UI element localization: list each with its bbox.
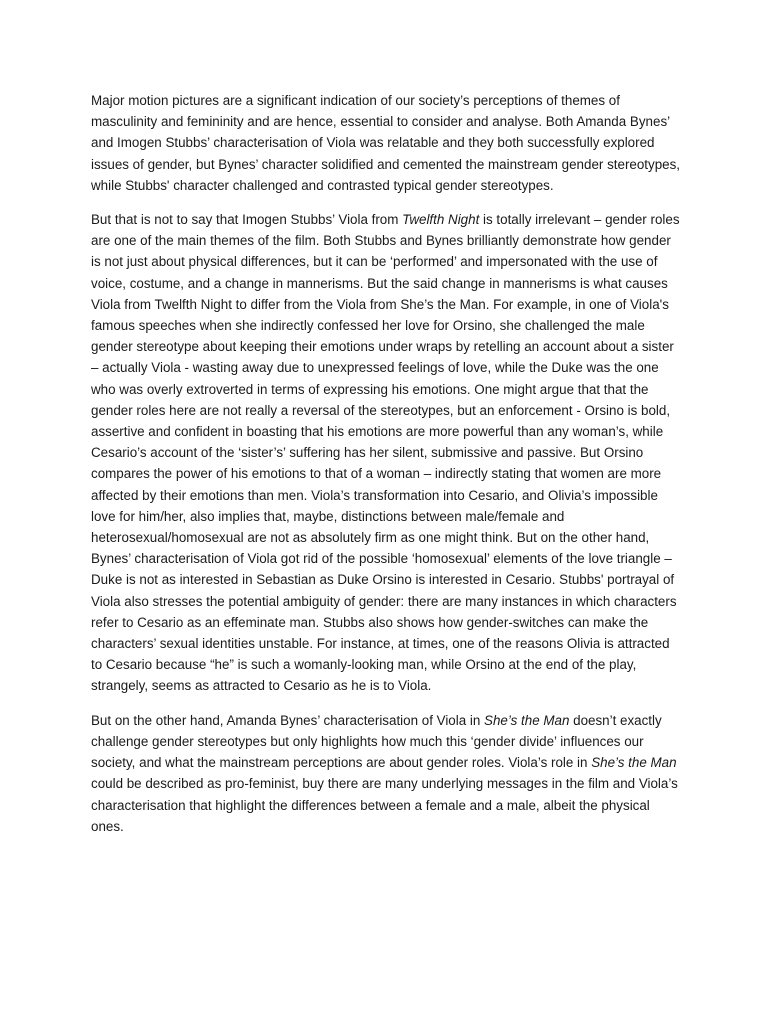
paragraph-3-text-a: But on the other hand, Amanda Bynes’ characterisation of Viola in — [91, 712, 485, 728]
film-title-shes-the-man-2: She’s the Man — [591, 755, 677, 771]
film-title-shes-the-man: She’s the Man — [484, 712, 570, 728]
paragraph-2-text-a: But that is not to say that Imogen Stubbs’ Viola from — [91, 212, 403, 228]
paragraph-shes-the-man — [91, 710, 681, 837]
paragraph-intro — [91, 90, 681, 196]
paragraph-3-text-c: could be described as pro-feminist, buy there are many underlying messages in the film and Viola’s characterisation that highlight the differences between a female and a male, albeit the physical ones. — [91, 776, 678, 834]
film-title-twelfth-night: Twelfth Night — [402, 212, 480, 228]
paragraph-3-text-b: doesn’t exactly challenge gender stereotypes but only highlights how much this ‘gender divide’ influences our society, and what the mainstream perceptions are about gender roles. Viola’s role in — [91, 712, 662, 771]
document-body — [91, 90, 681, 850]
paragraph-2-text-b: is totally irrelevant – gender roles are one of the main themes of the film. Both Stubbs and Bynes brilliantly demonstrate how gender is not just about physical differences, but it can be ‘performed’ and impersonated with the use of voice, costume, and a change in mannerisms. But the said change in mannerisms is what causes Viola from Twelfth Night to differ from the Viola from She’s the Man. For example, in one of Viola's famous speeches when she indirectly confessed her love for Orsino, she challenged the male gender stereotype about keeping their emotions under wraps by retelling an account about a sister – actually Viola - wasting away due to unexpressed feelings of love, while the Duke was the one who was overly extroverted in terms of expressing his emotions. One might argue that that the gender roles here are not really a reversal of the stereotypes, but an enforcement - Orsino is bold, assertive and confident in boasting that his emotions are more powerful than any woman’s, while Cesario’s account of the ‘sister’s’ suffering has her silent, submissive and passive. But Orsino compares the power of his emotions to that of a woman – indirectly stating that women are more affected by their emotions than men. Viola’s transformation into Cesario, and Olivia’s impossible love for him/her, also implies that, maybe, distinctions between male/female and heterosexual/homosexual are not as absolutely firm as one might think. But on the other hand, Bynes’ characterisation of Viola got rid of the possible ‘homosexual’ elements of the love triangle – Duke is not as interested in Sebastian as Duke Orsino is interested in Cesario. Stubbs' portrayal of Viola also stresses the potential ambiguity of gender: there are many instances in which characters refer to Cesario as an effeminate man. Stubbs also shows how gender-switches can make the characters’ sexual identities unstable. For instance, at times, one of the reasons Olivia is attracted to Cesario because “he” is such a womanly-looking man, while Orsino at the end of the play, strangely, seems as attracted to Cesario as he is to Viola. — [91, 212, 680, 694]
paragraph-intro-text: Major motion pictures are a significant indication of our society’s perceptions of themes of masculinity and femininity and are hence, essential to consider and analyse. Both Amanda Bynes’ and Imogen Stubbs’ characterisation of Viola was relatable and they both successfully explored issues of gender, but Bynes’ character solidified and cemented the mainstream gender stereotypes, while Stubbs' character challenged and contrasted typical gender stereotypes. — [91, 93, 681, 193]
paragraph-twelfth-night — [91, 209, 681, 697]
